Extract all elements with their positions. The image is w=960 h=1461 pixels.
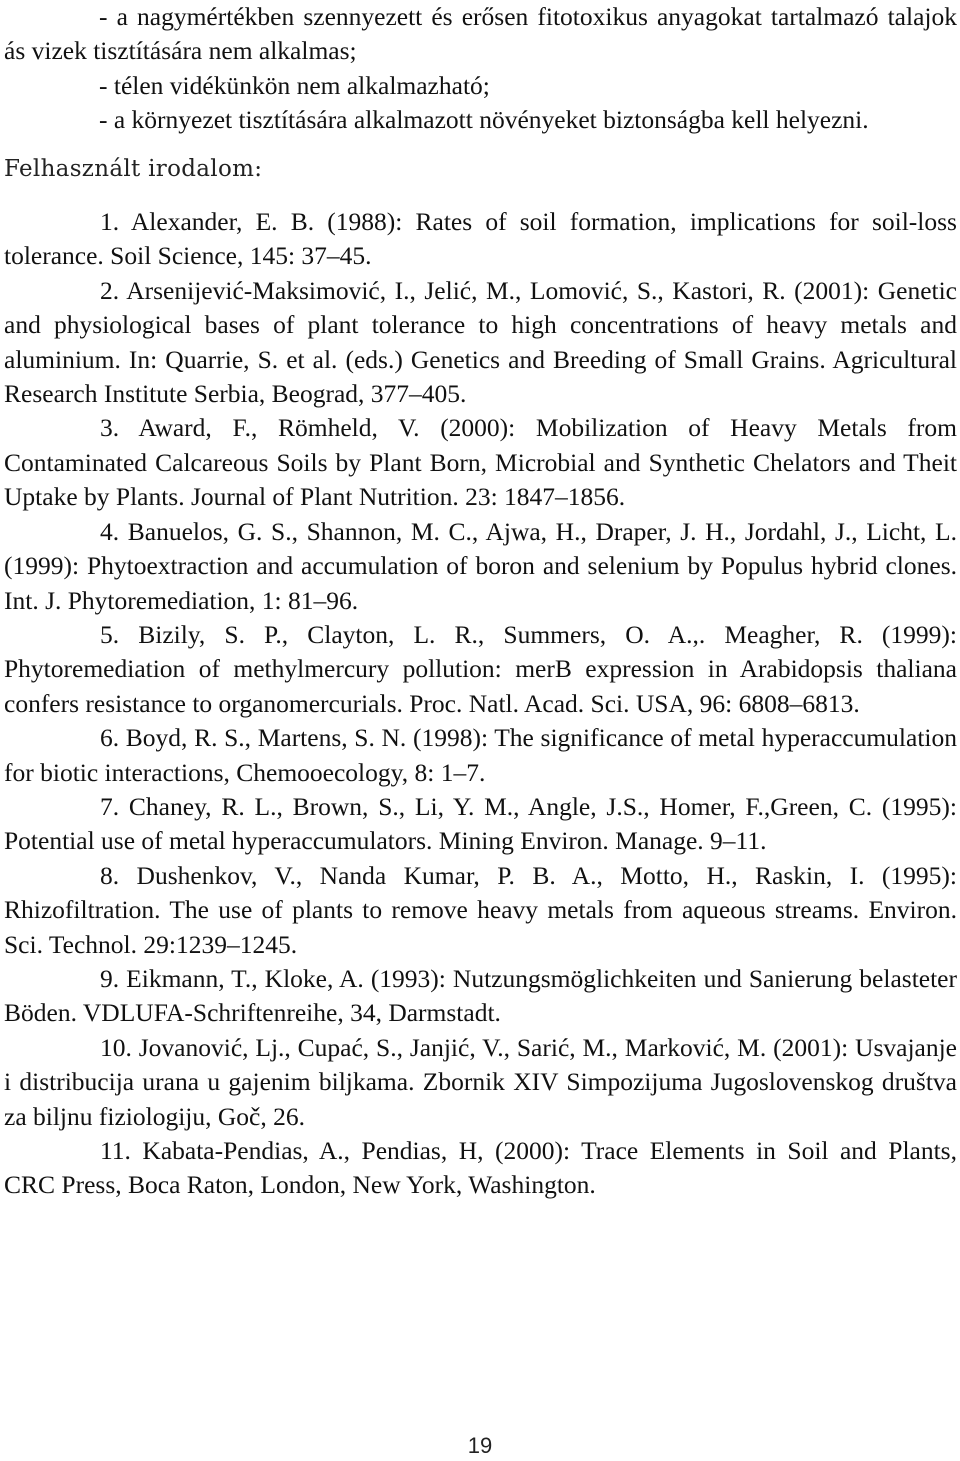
reference-item: 10. Jovanović, Lj., Cupać, S., Janjić, V., Sarić, M., Marković, M. (2001): Usvajanje i distribucija urana u gajenim biljkama. Zbornik XIV Simpozijuma Jugoslovenskog društva za biljnu fiziologiju, Goč, 26.	[4, 1032, 957, 1131]
intro-item: - a nagymértékben szennyezett és erősen fitotoxikus anyagokat tartalmazó talajok ás vizek tisztítására nem alkalmas;	[4, 2, 957, 66]
intro-item: - a környezet tisztítására alkalmazott növényeket biztonságba kell helyezni.	[99, 105, 869, 135]
reference-item: 7. Chaney, R. L., Brown, S., Li, Y. M., Angle, J.S., Homer, F.,Green, C. (1995): Potential use of metal hyperaccumulators. Mining Environ. Manage. 9–11.	[4, 791, 957, 856]
intro-list	[4, 0, 957, 138]
reference-item: 11. Kabata-Pendias, A., Pendias, H, (2000): Trace Elements in Soil and Plants, CRC Press, Boca Raton, London, New York, Washington.	[4, 1136, 957, 1200]
reference-item: 5. Bizily, S. P., Clayton, L. R., Summers, O. A.,. Meagher, R. (1999): Phytoremediation of methylmercury pollution: merB expression in Arabidopsis thaliana confers resistance to organomercurials. Proc. Natl. Acad. Sci. USA, 96: 6808–6813.	[4, 619, 957, 718]
section-heading: Felhasznált irodalom:	[4, 155, 263, 182]
reference-item: 6. Boyd, R. S., Martens, S. N. (1998): The significance of metal hyperaccumulation for biotic interactions, Chemooecology, 8: 1–7.	[4, 723, 957, 787]
intro-item: - télen vidékünkön nem alkalmazható;	[99, 70, 490, 100]
reference-item: 9. Eikmann, T., Kloke, A. (1993): Nutzungsmöglichkeiten und Sanierung belasteter Böden. VDLUFA-Schriftenreihe, 34, Darmstadt.	[4, 963, 957, 1028]
reference-item: 4. Banuelos, G. S., Shannon, M. C., Ajwa, H., Draper, J. H., Jordahl, J., Licht, L. (1999): Phytoextraction and accumulation of boron and selenium by Populus hybrid clones. Int. J. Phytoremediation, 1: 81–96.	[4, 516, 957, 615]
reference-item: 3. Award, F., Römheld, V. (2000): Mobilization of Heavy Metals from Contaminated Calcareous Soils by Plant Born, Microbial and Synthetic Chelators and Theit Uptake by Plants. Journal of Plant Nutrition. 23: 1847–1856.	[4, 413, 957, 512]
reference-item: 1. Alexander, E. B. (1988): Rates of soil formation, implications for soil-loss tolerance. Soil Science, 145: 37–45.	[4, 207, 957, 271]
reference-item: 2. Arsenijević-Maksimović, I., Jelić, M., Lomović, S., Kastori, R. (2001): Genetic and physiological bases of plant tolerance to high concentrations of heavy metals and aluminium. In: Quarrie, S. et al. (eds.) Genetics and Breeding of Small Grains. Agricultural Research Institute Serbia, Beograd, 377–405.	[4, 275, 957, 409]
page-number: 19	[467, 1433, 493, 1458]
reference-list	[4, 205, 957, 1203]
page-content	[4, 0, 957, 1203]
reference-item: 8. Dushenkov, V., Nanda Kumar, P. B. A., Motto, H., Raskin, I. (1995): Rhizofiltration. The use of plants to remove heavy metals from aqueous streams. Environ. Sci. Technol. 29:1239–1245.	[4, 860, 957, 959]
